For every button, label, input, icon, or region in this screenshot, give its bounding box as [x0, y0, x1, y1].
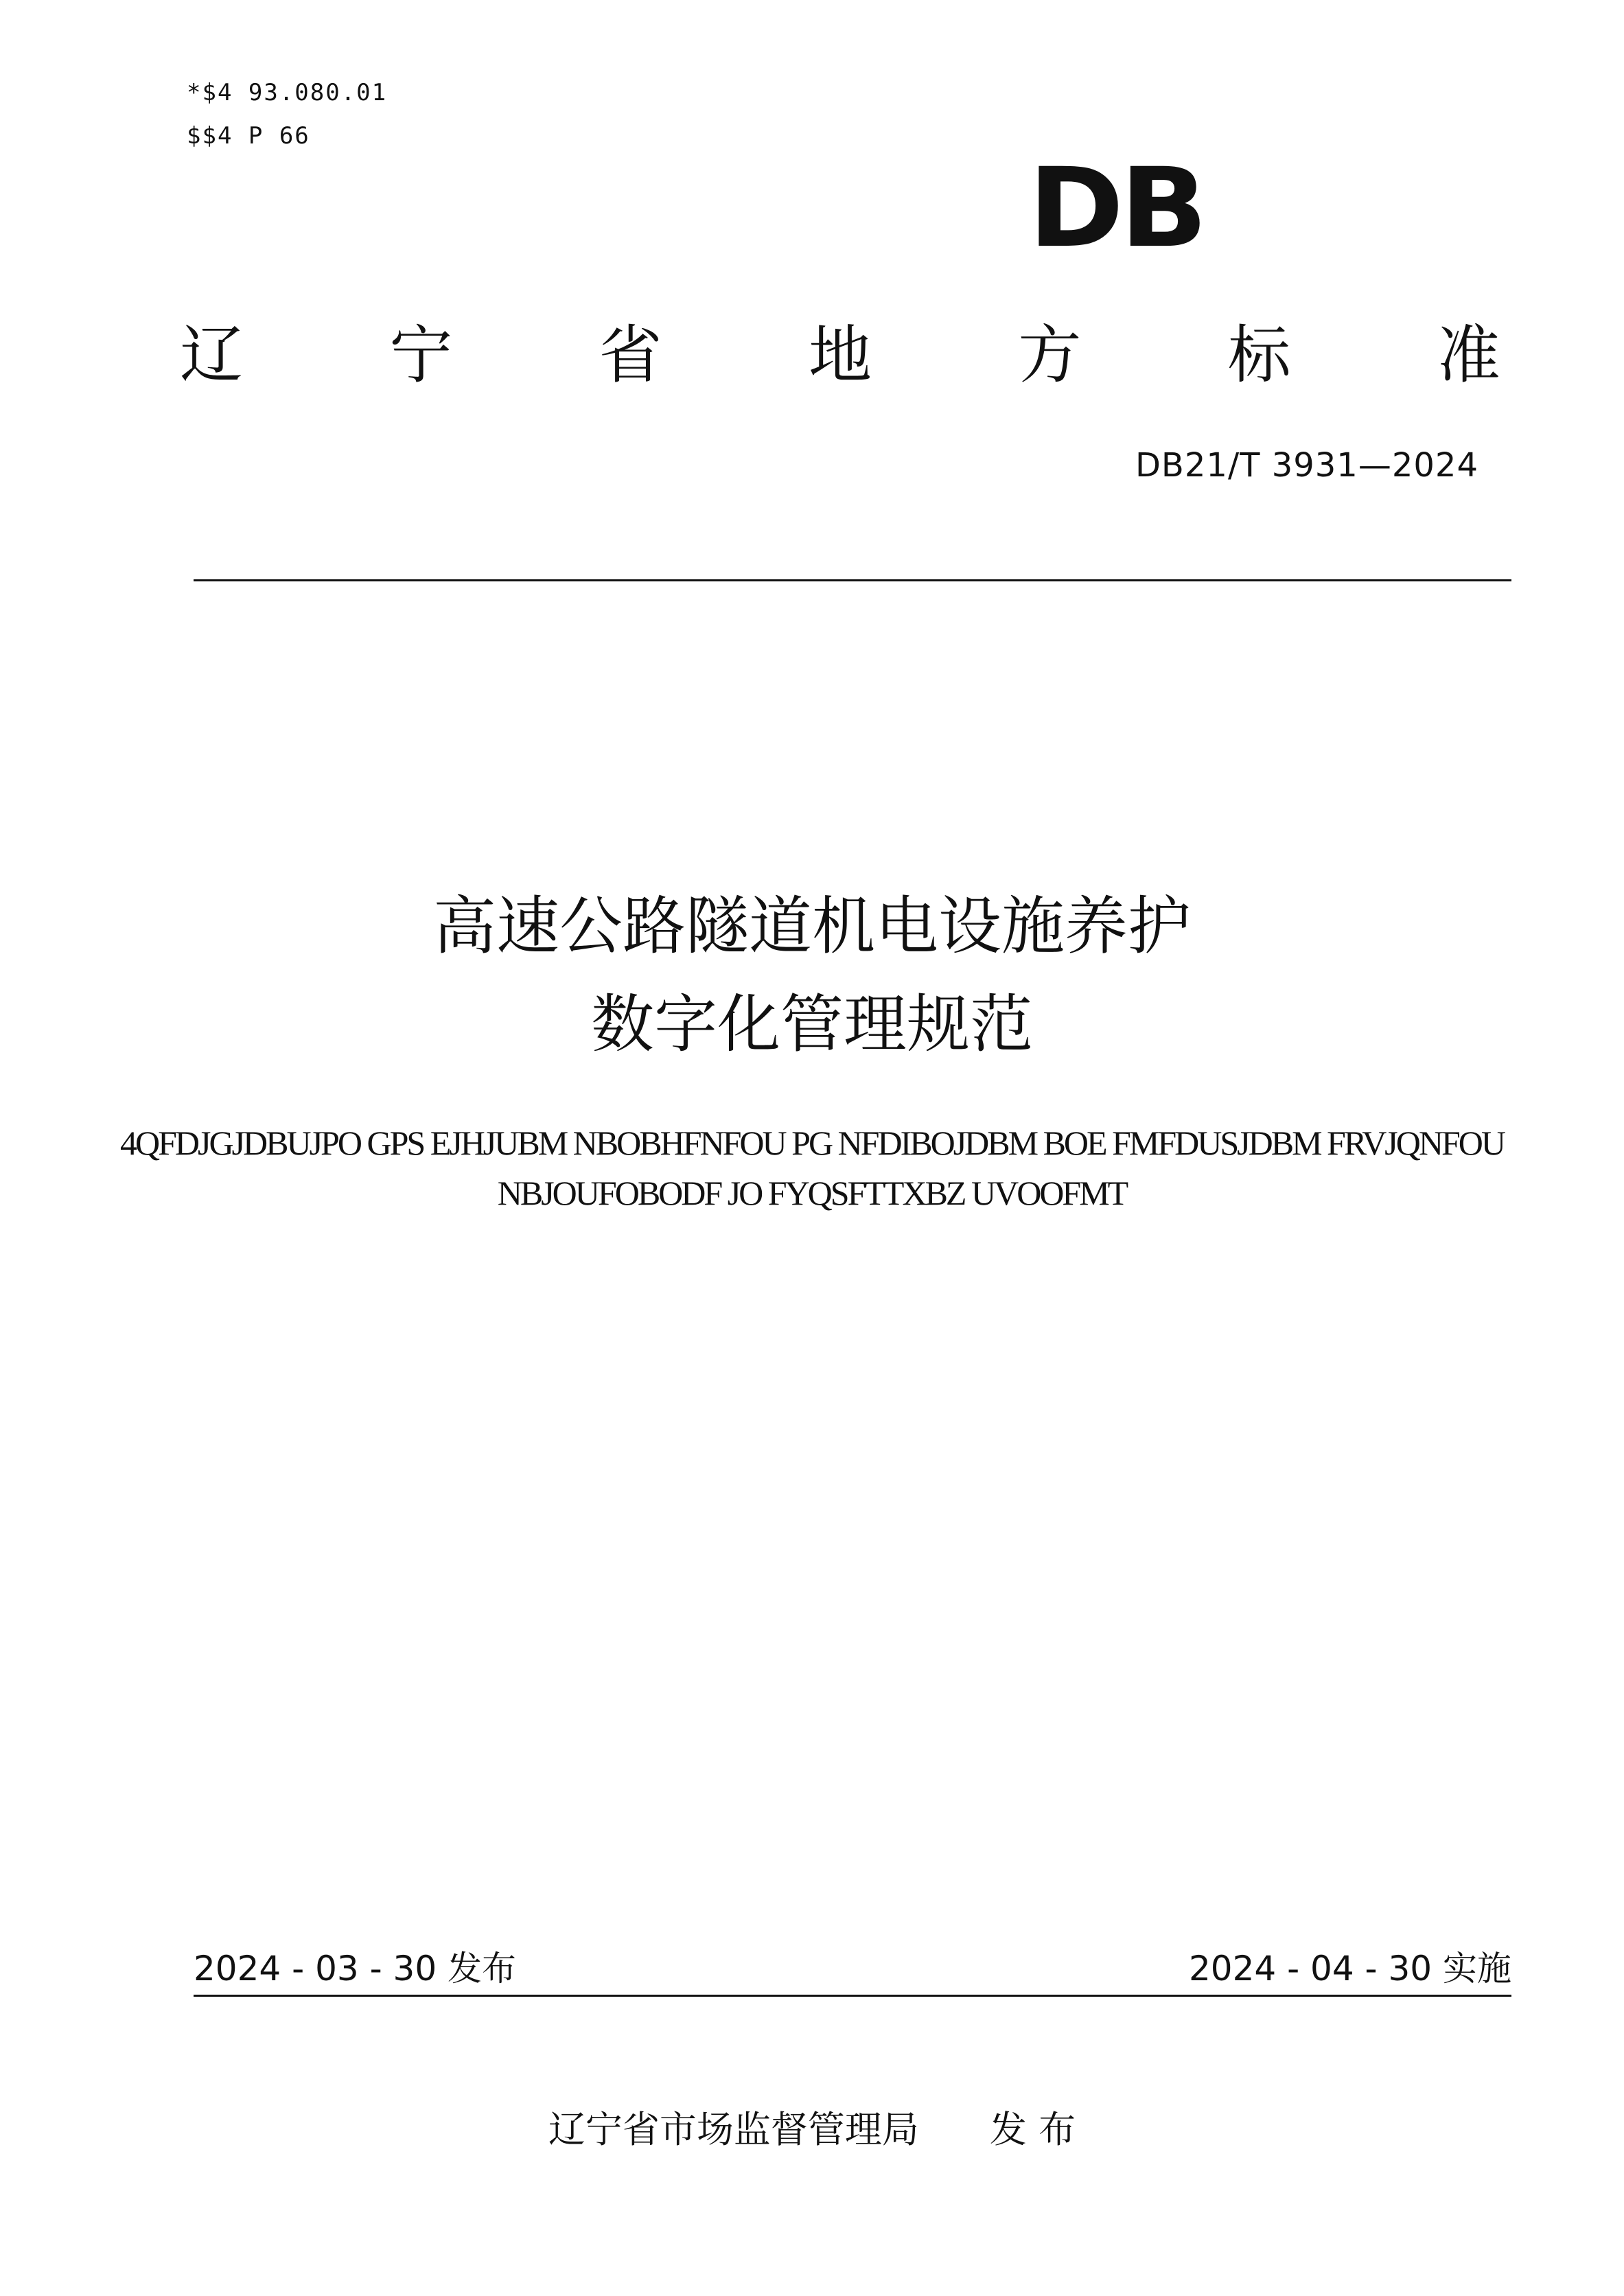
standard-type-title [180, 318, 1500, 392]
top-divider [194, 579, 1511, 581]
standard-title-char: 方 [1018, 318, 1082, 392]
implement-date: 2024 - 04 - 30 实施 [1188, 1949, 1511, 1988]
ics-code: *$4 93.080.01 [187, 79, 388, 106]
standard-number: DB21/T 3931—2024 [1135, 446, 1478, 485]
document-title-line-1: 高速公路隧道机电设施养护 [432, 890, 1191, 963]
standard-title-char: 宁 [389, 318, 453, 392]
issuing-authority: 辽宁省市场监督管理局 发 布 [548, 2108, 1076, 2151]
standard-title-char: 地 [808, 318, 872, 392]
bottom-divider [194, 1995, 1511, 1997]
publish-date: 2024 - 03 - 30 发布 [194, 1949, 517, 1988]
db-logo: DB [1028, 143, 1204, 272]
standard-title-char: 标 [1227, 318, 1291, 392]
standard-title-char: 辽 [180, 318, 244, 392]
standard-title-char: 省 [599, 318, 662, 392]
english-title-line-2: NBJOUFOBODF JO FYQSFTTXBZ UVOOFMT [497, 1174, 1127, 1212]
ccs-code: $$4 P 66 [187, 122, 310, 150]
document-title-line-2: 数字化管理规范 [590, 988, 1033, 1061]
english-title-line-1: 4QFDJGJDBUJPO GPS EJHJUBM NBOBHFNFOU PG NFDIBOJDBM BOE FMFDUSJDBM FRVJQNFOU [119, 1124, 1504, 1162]
standard-title-char: 准 [1437, 318, 1500, 392]
